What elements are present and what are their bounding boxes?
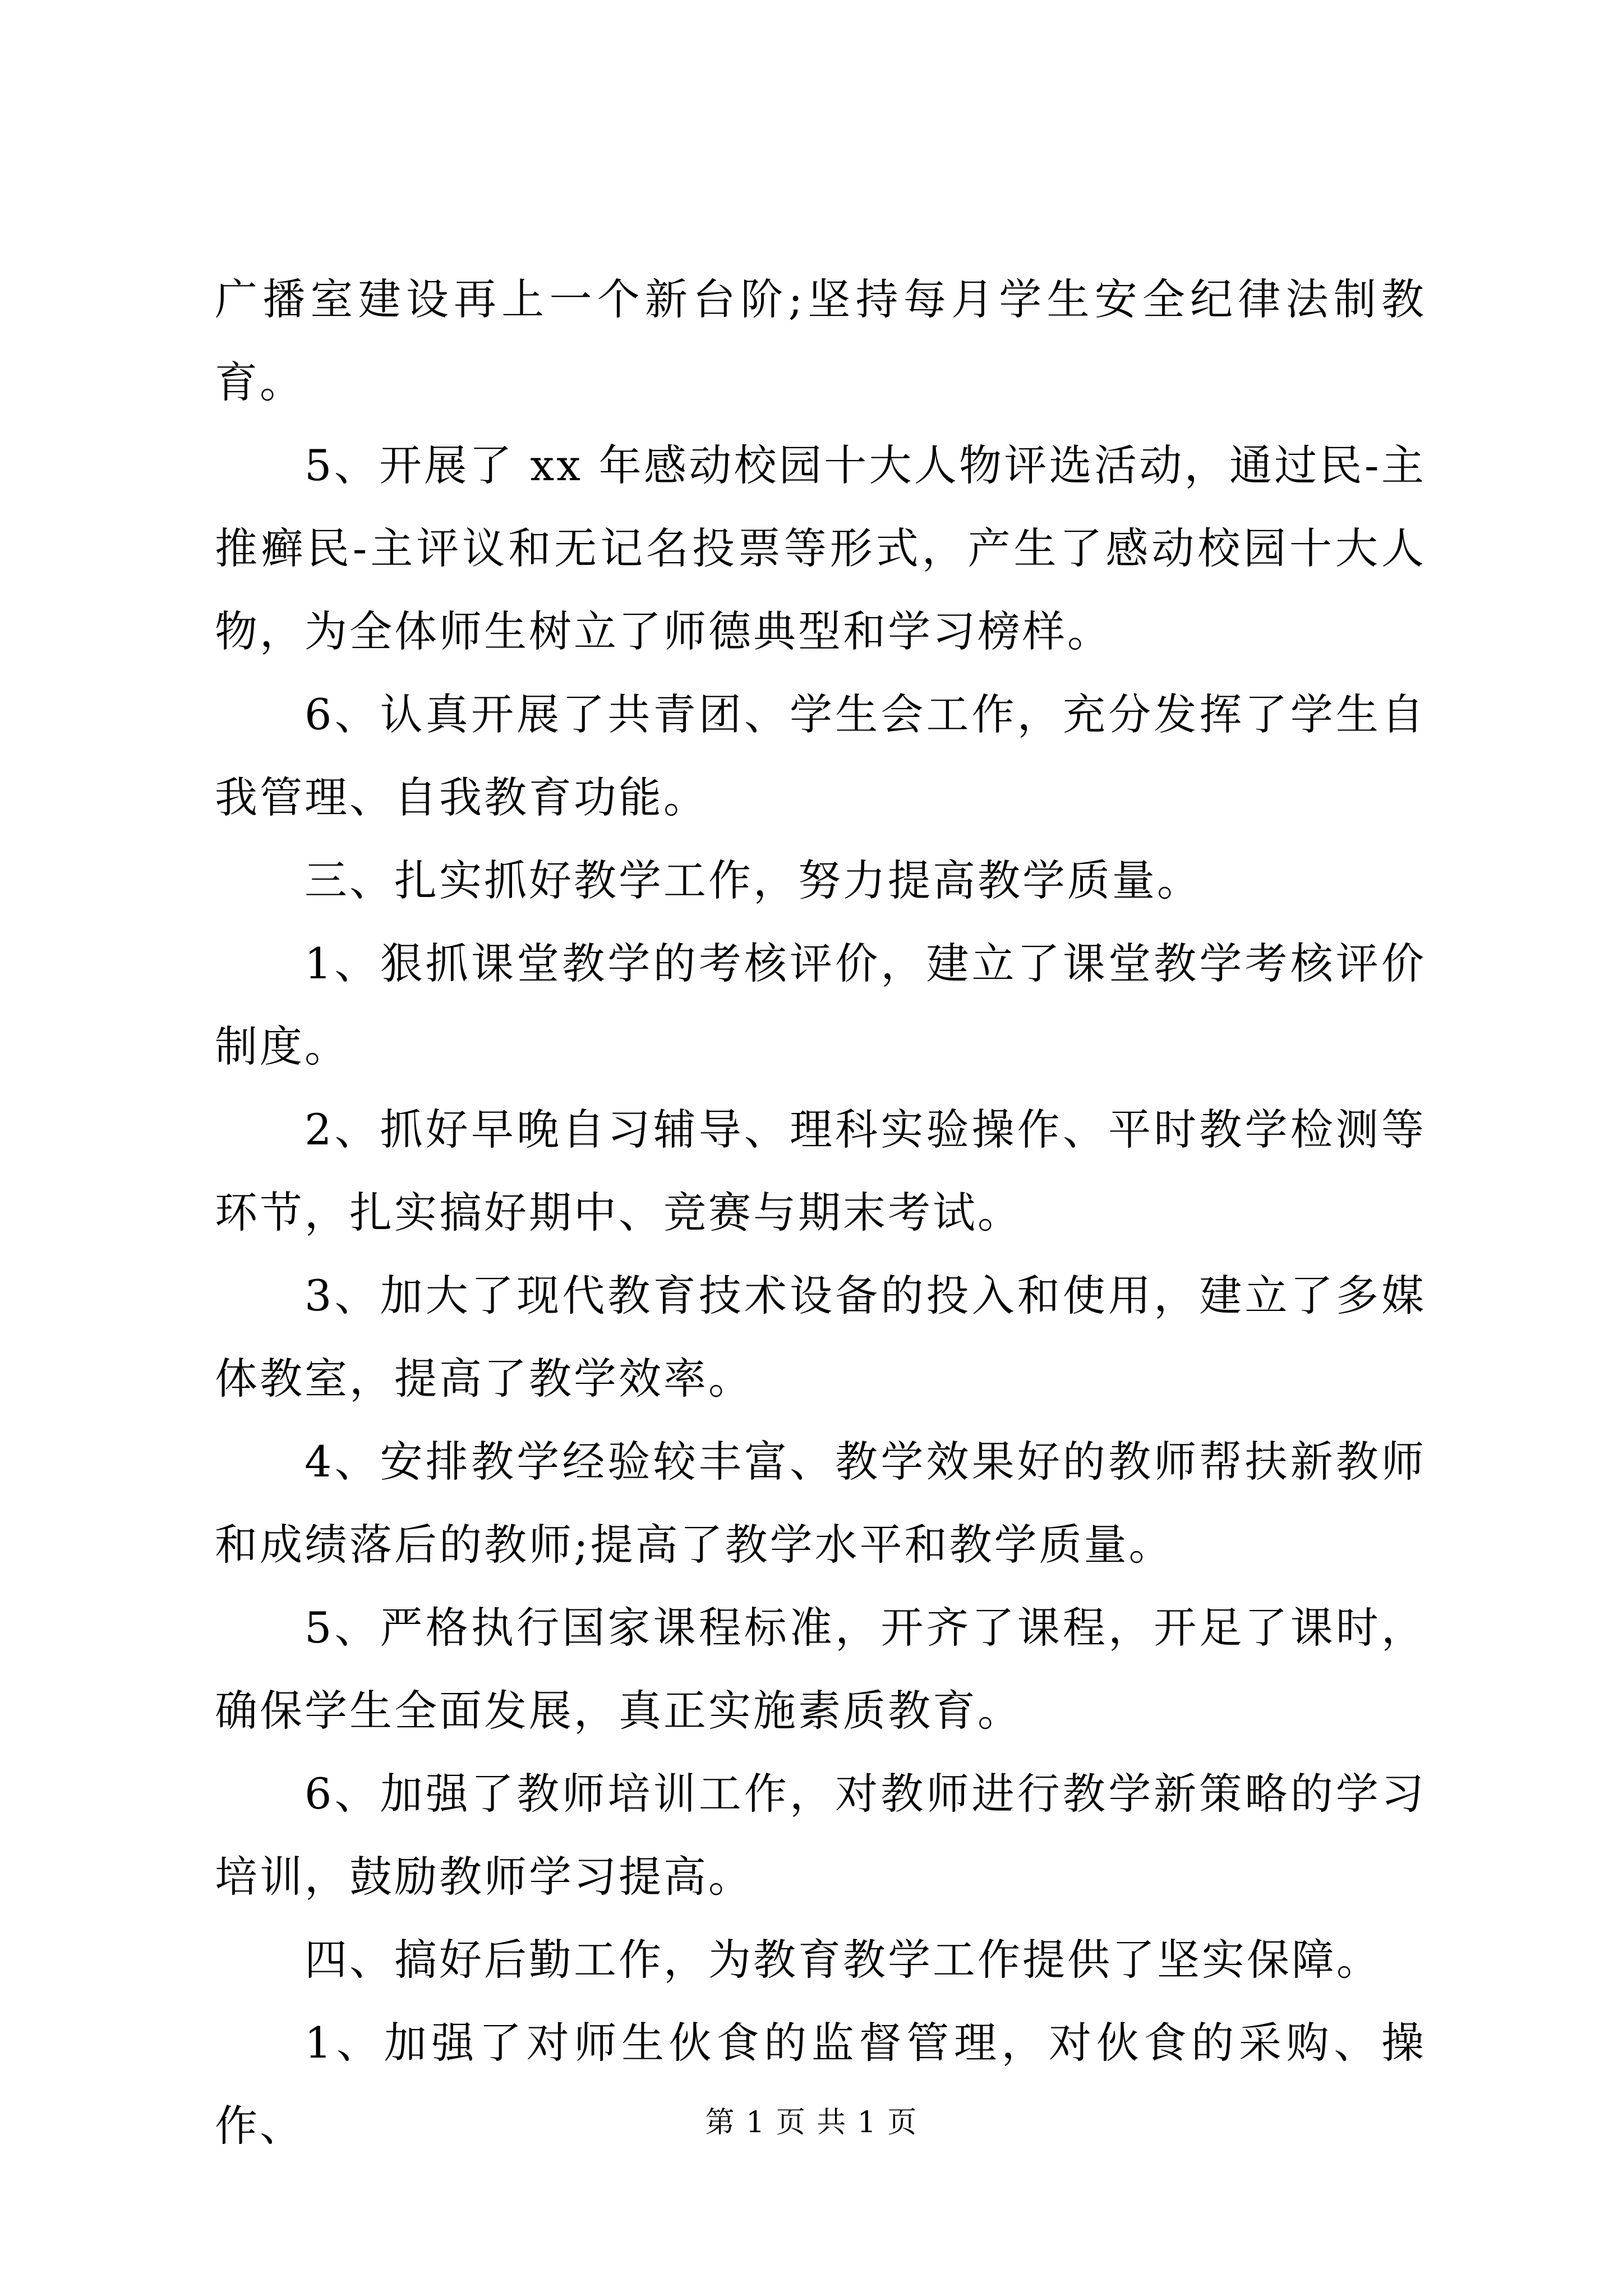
paragraph: 5、严格执行国家课程标准，开齐了课程，开足了课时，确保学生全面发展，真正实施素质教育。: [215, 1603, 1426, 1736]
section-heading: 三、扎实抓好教学工作，努力提高教学质量。: [305, 855, 1202, 905]
paragraph: 4、安排教学经验较丰富、教学效果好的教师帮扶新教师和成绩落后的教师;提高了教学水平和教学质量。: [215, 1437, 1426, 1570]
section-heading: 四、搞好后勤工作，为教育教学工作提供了坚实保障。: [305, 1935, 1381, 1985]
paragraph: 1、加强了对师生伙食的监督管理，对伙食的采购、操作、: [215, 2018, 1426, 2151]
paragraph: 1、狠抓课堂教学的考核评价，建立了课堂教学考核评价制度。: [215, 938, 1426, 1071]
document-body: [215, 258, 1426, 2168]
paragraph: 6、加强了教师培训工作，对教师进行教学新策略的学习培训，鼓励教师学习提高。: [215, 1769, 1426, 1902]
paragraph: 2、抓好早晚自习辅导、理科实验操作、平时教学检测等环节，扎实搞好期中、竞赛与期末考试。: [215, 1105, 1426, 1237]
paragraph: 广播室建设再上一个新台阶;坚持每月学生安全纪律法制教育。: [215, 274, 1426, 407]
paragraph: 6、认真开展了共青团、学生会工作，充分发挥了学生自我管理、自我教育功能。: [215, 689, 1426, 822]
page-footer: 第 1 页 共 1 页: [705, 2106, 918, 2139]
paragraph: 3、加大了现代教育技术设备的投入和使用，建立了多媒体教室，提高了教学效率。: [215, 1271, 1426, 1404]
paragraph: 5、开展了 xx 年感动校园十大人物评选活动，通过民-主推癣民-主评议和无记名投票等形式，产生了感动校园十大人物，为全体师生树立了师德典型和学习榜样。: [215, 440, 1426, 656]
